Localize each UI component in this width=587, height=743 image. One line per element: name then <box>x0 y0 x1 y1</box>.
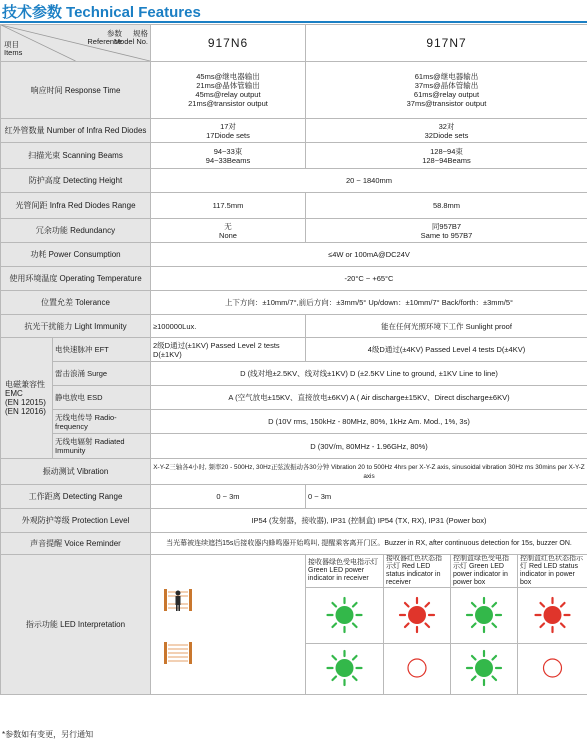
value-esd: A (空气放电±15KV、直接放电±6KV) A ( Air discharge±15KV、Direct discharge±6KV) <box>151 386 587 410</box>
title-en: Technical Features <box>66 4 201 21</box>
label-voice: 声音提醒 Voice Reminder <box>1 533 151 555</box>
row-vibration <box>1 459 587 485</box>
label-power: 功耗 Power Consumption <box>1 243 151 267</box>
header-row <box>1 25 587 62</box>
value-response-n7: 61ms@继电器输出 37ms@晶体管输出 61ms@relay output 37ms@transistor output <box>306 62 587 119</box>
value-radiated: D (30V/m, 80MHz - 1.96GHz, 80%) <box>151 434 587 459</box>
value-tolerance: 上下方向：±10mm/7°,前后方向：±3mm/5° Up/down：±10mm/7° Back/forth：±3mm/5° <box>151 291 587 315</box>
value-immunity-n6: ≥100000Lux. <box>151 315 306 338</box>
label-light-immunity: 抗光干扰能力 Light Immunity <box>1 315 151 338</box>
model-label: 规格 Model No. <box>113 29 148 46</box>
label-eft: 电快速脉冲 EFT <box>53 338 151 362</box>
label-esd: 静电放电 ESD <box>53 386 151 410</box>
label-vibration: 振动测试 Vibration <box>1 459 151 485</box>
value-vibration: X-Y-Z三轴各4小时, 频率20 - 500Hz, 30Hz正弦波振动各30分钟 Vibration 20 to 500Hz 4hrs per X-Y-Z axis, sinusoidal vibration 30Hz ms 30mins per X-Y-Z axis <box>151 459 587 485</box>
value-distance-n6: 0 ~ 3m <box>151 485 306 509</box>
value-diodes-n6: 17对 17Diode sets <box>151 119 306 143</box>
curtain-pictograms <box>151 555 306 695</box>
value-beams-n6: 94~33束 94~33Beams <box>151 143 306 169</box>
led-off-icon <box>544 659 562 677</box>
led-red-icon <box>536 598 570 632</box>
value-range-n7: 58.8mm <box>306 193 587 219</box>
led-cell-clear-3 <box>518 644 587 695</box>
value-rf: D (10V rms, 150kHz - 80MHz, 80%, 1kHz Am. Mod., 1%, 3s) <box>151 410 587 434</box>
value-diodes-n7: 32对 32Diode sets <box>306 119 587 143</box>
page-title <box>2 1 201 21</box>
value-eft-n6: 2级D通过(±1KV) Passed Level 2 tests D(±1KV) <box>151 338 306 362</box>
led-header-box-green: 控制盒绿色受电指示灯 Green LED power indicator in power box <box>451 555 518 588</box>
title-cn: 技术参数 <box>2 4 63 21</box>
label-redundancy: 冗余功能 Redundancy <box>1 219 151 243</box>
value-response-n6: 45ms@继电器输出 21ms@晶体管输出 45ms@relay output 21ms@transistor output <box>151 62 306 119</box>
row-range <box>1 193 587 219</box>
led-cell-blocked-1 <box>384 588 451 644</box>
label-height: 防护高度 Detecting Height <box>1 169 151 193</box>
row-beams <box>1 143 587 169</box>
label-rf: 无线电传导 Radio-frequency <box>53 410 151 434</box>
row-voice <box>1 533 587 555</box>
led-cell-clear-0 <box>306 644 384 695</box>
value-height: 20 ~ 1840mm <box>151 169 587 193</box>
label-led: 指示功能 LED Interpretation <box>1 555 151 695</box>
row-temperature <box>1 267 587 291</box>
footer-note: *参数如有变更，另行通知 <box>2 730 94 739</box>
header-corner <box>1 25 151 62</box>
led-green-icon <box>467 651 501 685</box>
led-cell-blocked-2 <box>451 588 518 644</box>
led-cell-clear-2 <box>451 644 518 695</box>
row-height <box>1 169 587 193</box>
value-beams-n7: 128~94束 128~94Beams <box>306 143 587 169</box>
row-tolerance <box>1 291 587 315</box>
model-917n7: 917N7 <box>306 25 587 62</box>
value-surge: D (线对地±2.5KV、线对线±1KV) D (±2.5KV Line to ground, ±1KV Line to line) <box>151 362 587 386</box>
row-light-immunity <box>1 315 587 338</box>
label-radiated: 无线电辐射 Radiated Immunity <box>53 434 151 459</box>
led-header-rx-green: 接收器绿色受电指示灯 Green LED power indicator in receiver <box>306 555 384 588</box>
label-emc: 电磁兼容性 EMC (EN 12015) (EN 12016) <box>1 338 53 459</box>
label-response-time: 响应时间 Response Time <box>1 62 151 119</box>
label-range: 光管间距 Infra Red Diodes Range <box>1 193 151 219</box>
value-temperature: -20°C ~ +65°C <box>151 267 587 291</box>
label-distance: 工作距离 Detecting Range <box>1 485 151 509</box>
label-beams: 扫描光束 Scanning Beams <box>1 143 151 169</box>
led-off-icon <box>408 659 426 677</box>
label-surge: 雷击浪涌 Surge <box>53 362 151 386</box>
led-header-rx-red: 接收器红色状态指示灯 Red LED status indicator in receiver <box>384 555 451 588</box>
row-emc-rf <box>1 410 587 434</box>
label-tolerance: 位置允差 Tolerance <box>1 291 151 315</box>
value-redundancy-n6: 无 None <box>151 219 306 243</box>
led-red-icon <box>400 598 434 632</box>
row-power <box>1 243 587 267</box>
spec-table <box>0 24 587 695</box>
row-diodes <box>1 119 587 143</box>
value-eft-n7: 4级D通过(±4KV) Passed Level 4 tests D(±4KV) <box>306 338 587 362</box>
value-protection: IP54 (发射器，接收器), IP31 (控制盒) IP54 (TX, RX), IP31 (Power box) <box>151 509 587 533</box>
value-distance-n7: 0 ~ 3m <box>306 485 587 509</box>
led-cell-blocked-0 <box>306 588 384 644</box>
label-diodes: 红外管数量 Number of Infra Red Diodes <box>1 119 151 143</box>
row-emc-esd <box>1 386 587 410</box>
label-temperature: 使用环境温度 Operating Temperature <box>1 267 151 291</box>
value-power: ≤4W or 100mA@DC24V <box>151 243 587 267</box>
label-protection: 外观防护等级 Protection Level <box>1 509 151 533</box>
model-917n6: 917N6 <box>151 25 306 62</box>
value-immunity-n7: 能在任何光照环境下工作 Sunlight proof <box>306 315 587 338</box>
led-cell-clear-1 <box>384 644 451 695</box>
row-protection <box>1 509 587 533</box>
row-emc-surge <box>1 362 587 386</box>
led-green-icon <box>328 598 362 632</box>
row-distance <box>1 485 587 509</box>
row-emc-eft <box>1 338 587 362</box>
value-range-n6: 117.5mm <box>151 193 306 219</box>
value-voice: 当光幕被连续遮挡15s后接收器内蜂鸣器开始鸣叫, 提醒乘客离开门区。Buzzer in RX, after continuous detection for 15s, buzzer ON. <box>151 533 587 555</box>
value-redundancy-n7: 同957B7 Same to 957B7 <box>306 219 587 243</box>
led-green-icon <box>467 598 501 632</box>
row-redundancy <box>1 219 587 243</box>
item-label: 项目 Items <box>4 40 23 57</box>
curtain-pictogram-person <box>151 572 305 628</box>
led-header-box-red: 控制盒红色状态指示灯 Red LED status indicator in power box <box>518 555 587 588</box>
row-response-time <box>1 62 587 119</box>
led-green-icon <box>328 651 362 685</box>
title-rule <box>0 21 587 23</box>
row-led-headers <box>1 555 587 588</box>
row-emc-radiated <box>1 434 587 459</box>
curtain-pictogram-clear <box>151 628 305 678</box>
param-label: 参数 Reference <box>87 29 122 46</box>
led-cell-blocked-3 <box>518 588 587 644</box>
